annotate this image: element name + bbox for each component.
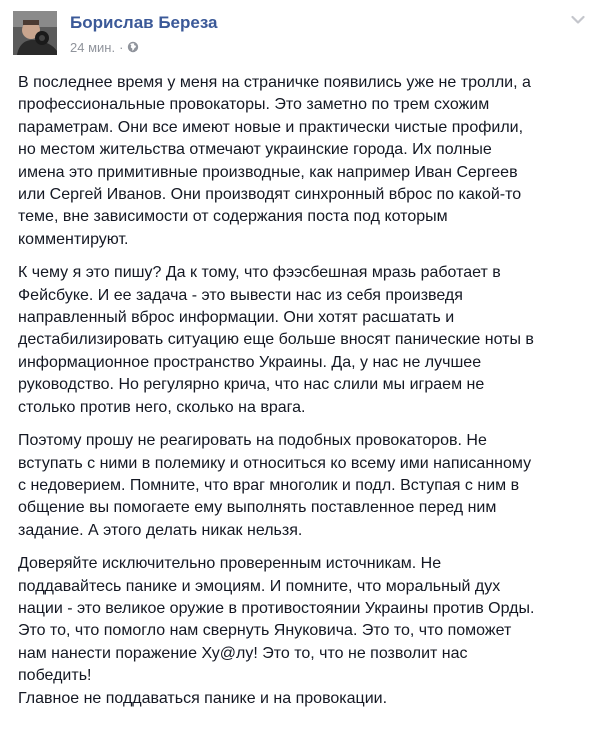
post-paragraph bbox=[18, 430, 586, 542]
text-line: дестабилизировать ситуацию еще больше вносят панические ноты в bbox=[18, 331, 534, 349]
text-line: Главное не поддаваться панике и на провокации. bbox=[18, 689, 388, 707]
text-line: с недоверием. Помните, что враг многолик и подл. Вступая с ним в bbox=[18, 476, 520, 494]
post-timestamp[interactable]: 24 мин. bbox=[70, 39, 116, 55]
text-line: теме, вне зависимости от содержания поста под которым bbox=[18, 208, 448, 226]
text-line: профессиональные провокаторы. Это заметно по трем схожим bbox=[18, 96, 490, 114]
text-line: но местом жительства отмечают украинские города. Их полные bbox=[18, 141, 492, 159]
post-meta bbox=[70, 39, 139, 55]
author-name-link[interactable]: Борислав Береза bbox=[70, 13, 218, 32]
text-line: руководство. Но регулярно крича, что нас слили мы играем не bbox=[18, 376, 485, 394]
text-line: комментируют. bbox=[18, 230, 129, 248]
post-header bbox=[13, 11, 587, 59]
text-line: победить! bbox=[18, 667, 92, 685]
text-line: Фейсбуке. И ее задача - это вывести нас из себя произведя bbox=[18, 286, 463, 304]
text-line: информационное пространство Украины. Да, у нас не лучшее bbox=[18, 353, 482, 371]
avatar-photo-icon bbox=[13, 11, 57, 55]
text-line: В последнее время у меня на страничке появились уже не тролли, а bbox=[18, 74, 531, 91]
post-body bbox=[18, 72, 586, 721]
text-line: задание. А этого делать никак нельзя. bbox=[18, 521, 303, 539]
text-line: К чему я это пишу? Да к тому, что фээсбешная мразь работает в bbox=[18, 264, 501, 282]
text-line: Доверяйте исключительно проверенным источникам. Не bbox=[18, 555, 442, 573]
post-paragraph bbox=[18, 72, 586, 251]
post-paragraph bbox=[18, 553, 586, 710]
post-paragraph bbox=[18, 262, 586, 419]
text-line: параметрам. Они все имеют новые и практически чистые профили, bbox=[18, 118, 524, 136]
text-line: направленный вброс информации. Они хотят расшатать и bbox=[18, 309, 455, 327]
text-line: Это то, что помогло нам свернуть Януковича. Это то, что поможет bbox=[18, 622, 512, 640]
text-line: нам нанести поражение Ху@лу! Это то, что не позволит нас bbox=[18, 644, 468, 662]
text-line: общение вы помогаете ему выполнять поставленное перед ним bbox=[18, 499, 497, 517]
text-line: Поэтому прошу не реагировать на подобных провокаторов. Не bbox=[18, 432, 487, 450]
text-line: поддавайтесь панике и эмоциям. И помните, что моральный дух bbox=[18, 577, 501, 595]
text-line: вступать с ними в полемику и относиться ко всему ими написанному bbox=[18, 454, 532, 472]
globe-icon[interactable] bbox=[127, 41, 139, 53]
meta-separator: · bbox=[119, 39, 124, 55]
text-line: нации - это великое оружие в противостоянии Украины против Орды. bbox=[18, 599, 535, 617]
text-line: имена это примитивные производные, как например Иван Сергеев bbox=[18, 163, 518, 181]
author-avatar[interactable] bbox=[13, 11, 57, 55]
chevron-down-icon[interactable] bbox=[571, 15, 585, 25]
text-line: или Сергей Иванов. Они производят синхронный вброс по какой-то bbox=[18, 186, 522, 204]
text-line: столько против него, сколько на врага. bbox=[18, 398, 306, 416]
